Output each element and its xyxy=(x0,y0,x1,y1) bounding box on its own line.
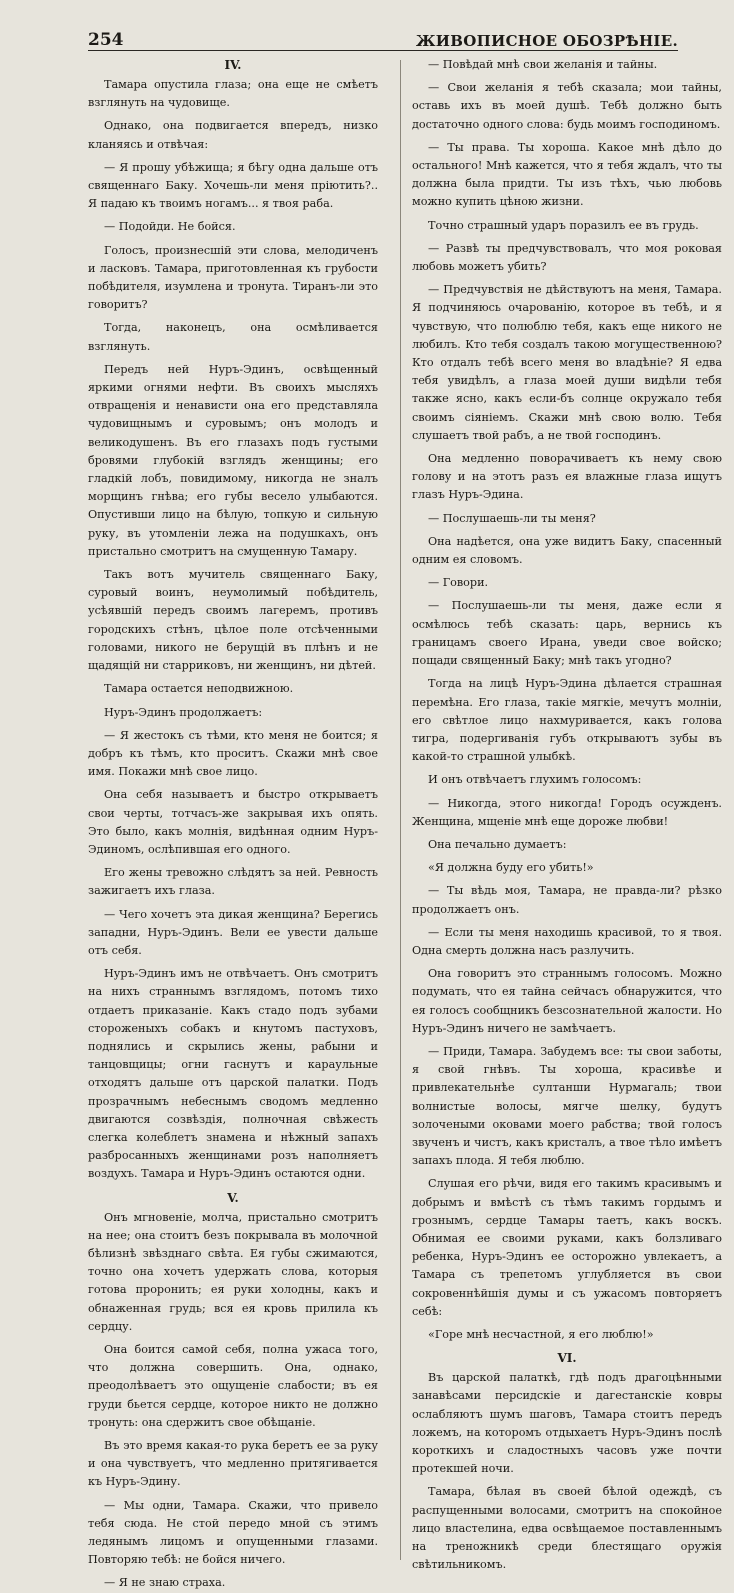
paragraph: — Я прошу убѣжища; я бѣгу одна дальше отъ священнаго Баку. Хочешь-ли меня пріютить?.. Я падаю къ твоимъ ногамъ... я твоя раба. xyxy=(88,160,378,211)
section-heading-v: V. xyxy=(227,1190,239,1205)
paragraph: — Мы одни, Тамара. Скажи, что привело тебя сюда. Не стой передо мной съ этимъ ледянымъ лицомъ и опущенными глазами. Повторяю тебѣ: не бойся ничего. xyxy=(88,1498,378,1567)
paragraph: — Подойди. Не бойся. xyxy=(104,220,236,234)
paragraph: Нуръ-Эдинъ продолжаетъ: xyxy=(104,705,263,719)
paragraph: Такъ вотъ мучитель священнаго Баку, суровый воинъ, неумолимый побѣдитель, усѣявшій передъ своимъ лагеремъ, противъ городскихъ стѣнъ, цѣлое поле отсѣченными головами, никого не берущій въ плѣнъ и не щадящій ни старриковъ, ни женщинъ, ни дѣтей. xyxy=(88,568,378,673)
paragraph: Слушая его рѣчи, видя его такимъ красивымъ и добрымъ и вмѣстѣ съ тѣмъ такимъ гордымъ и грознымъ, сердце Тамары таетъ, какъ воскъ. Обнимая ее своими руками, какъ болзливаго ребенка, Нуръ-Эдинъ ее осторожно увлекаетъ, а Тамара съ трепетомъ углубляется въ свои сокровеннѣйшія думы и съ ужасомъ повторяетъ себѣ: xyxy=(412,1177,722,1318)
paragraph: — Чего хочетъ эта дикая женщина? Берегись западни, Нуръ-Эдинъ. Вели ее увести дальше отъ себя. xyxy=(88,907,378,957)
page-header xyxy=(88,22,678,51)
paragraph: Тогда на лицѣ Нуръ-Эдина дѣлается страшная перемѣна. Его глаза, такіе мягкіе, мечутъ молніи, его свѣтлое лицо нахмуривается, какъ голова тигра, подергиванія губъ открываютъ зубы въ какой-то страшной улыбкѣ. xyxy=(412,677,722,764)
paragraph: — Приди, Тамара. Забудемъ все: ты свои заботы, я свой гнѣвъ. Ты хороша, красивѣе и привлекательнѣе султанши Нурмагаль; твои волнистые волосы, мягче шелку, будутъ золочеными оковами моего рабства; твой голосъ звученъ и чистъ, какъ кристалъ, а твое тѣло имѣетъ запахъ плода. Я тебя люблю. xyxy=(412,1044,722,1168)
section-heading-vi: VI. xyxy=(557,1351,577,1366)
section-heading-iv: IV. xyxy=(224,58,242,72)
paragraph: — Свои желанія я тебѣ сказала; мои тайны, оставь ихъ въ моей душѣ. Тебѣ должно быть достаточно одного слова: будь моимъ господиномъ. xyxy=(412,81,722,131)
paragraph: Передъ ней Нуръ-Эдинъ, освѣщенный яркими огнями нефти. Въ своихъ мысляхъ отвращенія и ненависти она его представляла чудовищнымъ и суровымъ; онъ молодъ и великодушенъ. Въ его глазахъ подъ густыми бровями глубокій взглядъ женщины; его гладкій лобъ, повидимому, никогда не зналъ морщинъ гнѣва; его губы весело улыбаются. Опустивши лицо на бѣлую, топкую и сильную руку, въ утомленіи лежа на подушкахъ, онъ пристально смотритъ на смущенную Тамару. xyxy=(88,362,378,558)
paragraph: — Ты вѣдь моя, Тамара, не правда-ли? рѣзко продолжаетъ онъ. xyxy=(412,884,722,916)
paragraph: Тамара остается неподвижною. xyxy=(104,682,294,696)
paragraph: — Повѣдай мнѣ свои желанія и тайны. xyxy=(428,58,658,71)
paragraph: — Ты права. Ты хороша. Какое мнѣ дѣло до остального! Мнѣ кажется, что я тебя ждалъ, что ты должна была придти. Ты изъ тѣхъ, чью любовь можно купить цѣною жизни. xyxy=(412,140,722,209)
page-number: 254 xyxy=(88,30,124,50)
paragraph: Голосъ, произнесшій эти слова, мелодиченъ и ласковъ. Тамара, приготовленная къ грубости побѣдителя, изумлена и тронута. Тиранъ-ли это говоритъ? xyxy=(88,243,378,312)
paragraph: Тогда, наконецъ, она осмѣливается взглянуть. xyxy=(88,321,378,353)
paragraph: — Послушаешь-ли ты меня? xyxy=(428,511,596,525)
paragraph: Тамара опустила глаза; она еще не смѣетъ взглянуть на чудовище. xyxy=(88,78,378,110)
left-column xyxy=(88,56,378,1590)
paragraph: Она медленно поворачиваетъ къ нему свою голову и на этотъ разъ ея влажные глаза ищутъ глазъ Нуръ-Эдина. xyxy=(412,452,722,502)
journal-title: ЖИВОПИСНОЕ ОБОЗРѢНІЕ. xyxy=(415,32,678,50)
paragraph: И онъ отвѣчаетъ глухимъ голосомъ: xyxy=(428,773,642,787)
paragraph: Въ царской палаткѣ, гдѣ подъ драгоцѣнными занавѣсами персидскіе и дагестанскіе ковры ослабляютъ шумъ шаговъ, Тамара стоитъ передъ ложемъ, на которомъ отдыхаетъ Нуръ-Эдинъ послѣ короткихъ и сладостныхъ часовъ уже почти протекшей ночи. xyxy=(412,1371,722,1476)
paragraph: — Я не знаю страха. xyxy=(104,1576,226,1590)
paragraph: Нуръ-Эдинъ имъ не отвѣчаетъ. Онъ смотритъ на нихъ страннымъ взглядомъ, потомъ тихо отдаетъ приказаніе. Какъ стадо подъ зубами стороженыхъ собакъ и кнутомъ пастуховъ, поднялись и скрылись жены, рабыни и танцовщицы; огни гаснутъ и караульные отходятъ дальше отъ царской палатки. Подъ прозрачнымъ небеснымъ сводомъ медленно двигаются созвѣздія, полночная свѣжесть слегка колеблетъ знамена и нѣжный запахъ разбросанныхъ женщинами розъ наполняетъ воздухъ. Тамара и Нуръ-Эдинъ остаются одни. xyxy=(88,967,378,1181)
paragraph: Она печально думаетъ: xyxy=(428,837,567,851)
paragraph: — Я жестокъ съ тѣми, кто меня не боится; я добръ къ тѣмъ, кто проситъ. Скажи мнѣ свое имя. Покажи мнѣ свое лицо. xyxy=(88,728,378,779)
paragraph: «Я должна буду его убить!» xyxy=(428,861,594,875)
paragraph: «Горе мнѣ несчастной, я его люблю!» xyxy=(428,1328,654,1341)
paragraph: — Никогда, этого никогда! Городъ осужденъ. Женщина, мщеніе мнѣ еще дороже любви! xyxy=(412,796,722,828)
paragraph: Точно страшный ударъ поразилъ ее въ грудь. xyxy=(428,218,699,232)
right-column xyxy=(412,56,722,1572)
paragraph: Она говоритъ это страннымъ голосомъ. Можно подумать, что ея тайна сейчасъ обнаружится, что ея голосъ сообщникъ безсознательной жалости. Но Нуръ-Эдинъ ничего не замѣчаетъ. xyxy=(412,967,722,1035)
paragraph: Въ это время какая-то рука беретъ ее за руку и она чувствуетъ, что медленно притягивается къ Нуръ-Эдину. xyxy=(88,1439,378,1489)
paragraph: Онъ мгновеніе, молча, пристально смотритъ на нее; она стоитъ безъ покрывала въ молочной бѣлизнѣ звѣзднаго свѣта. Ея губы сжимаются, точно она хочетъ удержать слова, которыя готова проронить; ея руки холодны, какъ и обнаженная грудь; вся ея кровь прилила къ сердцу. xyxy=(88,1210,378,1333)
paragraph: — Говори. xyxy=(428,576,489,590)
paragraph: Однако, она подвигается впередъ, низко кланяясь и отвѣчая: xyxy=(88,119,378,151)
paragraph: Тамара, бѣлая въ своей бѣлой одеждѣ, съ распущенными волосами, смотритъ на спокойное лицо властелина, едва освѣщаемое поставленнымъ на треножникѣ среди блестящаго оружія свѣтильникомъ. xyxy=(412,1485,722,1572)
paragraph: — Развѣ ты предчувствовалъ, что моя роковая любовь можетъ убить? xyxy=(412,241,722,274)
paragraph: Она боится самой себя, полна ужаса того, что должна совершить. Она, однако, преодолѣваетъ это ощущеніе слабости; въ ея груди бьется сердце, которое никто не должно тронуть: она сдержитъ свое обѣщаніе. xyxy=(88,1343,378,1429)
paragraph: Она себя называетъ и быстро открываетъ свои черты, тотчасъ-же закрывая ихъ опять. Это было, какъ молнія, видѣнная одним Нуръ-Эдиномъ, ослѣпившая его одного. xyxy=(88,788,378,856)
paragraph: — Если ты меня находишь красивой, то я твоя. Одна смерть должна насъ разлучить. xyxy=(412,925,722,957)
paragraph: Она надѣется, она уже видитъ Баку, спасенный одним ея словомъ. xyxy=(412,534,722,567)
paragraph: — Послушаешь-ли ты меня, даже если я осмѣлюсь тебѣ сказать: царь, вернись къ границамъ своего Ирана, уведи свое войско; пощади священный Баку; мнѣ такъ угодно? xyxy=(412,599,722,668)
column-divider xyxy=(400,60,401,1560)
paragraph: Его жены тревожно слѣдятъ за ней. Ревность зажигаетъ ихъ глаза. xyxy=(88,866,378,898)
paragraph: — Предчувствія не дѣйствуютъ на меня, Тамара. Я подчиняюсь очарованію, которое въ тебѣ, и я чувствую, что полюблю тебя, какъ еще никого не любилъ. Кто тебя создалъ такою могущественною? Кто отдалъ тебѣ всего меня во владѣніе? Я едва тебя увидѣлъ, а глаза моей души видѣли тебя также ясно, какъ если-бъ солнце окружало тебя своимъ сіяніемъ. Скажи мнѣ свою волю. Тебя слушаетъ твой рабъ, а не твой господинъ. xyxy=(412,283,722,442)
